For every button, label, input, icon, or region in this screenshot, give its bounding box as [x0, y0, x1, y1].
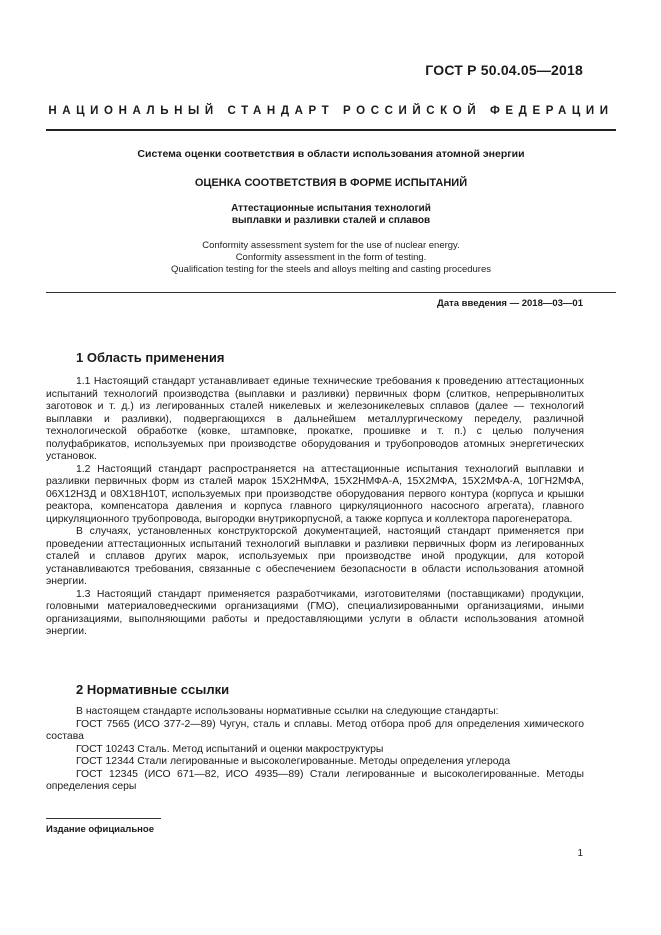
english-title-line: Conformity assessment system for the use of nuclear energy.	[202, 240, 460, 251]
section-1-body	[46, 376, 584, 639]
section-2-heading: 2 Нормативные ссылки	[76, 682, 230, 697]
official-edition-label: Издание официальное	[46, 824, 154, 835]
footer-rule	[46, 818, 161, 819]
reference-item: ГОСТ 7565 (ИСО 377-2—89) Чугун, сталь и сплавы. Метод отбора проб для определения химического состава	[46, 718, 584, 742]
english-title-line: Qualification testing for the steels and alloys melting and casting procedures	[170, 264, 491, 275]
sub-title-line: выплавки и разливки сталей и сплавов	[231, 215, 431, 226]
reference-item: ГОСТ 12344 Стали легированные и высоколегированные. Методы определения углерода	[76, 756, 511, 767]
section-1-heading: 1 Область применения	[76, 350, 225, 365]
english-title	[46, 240, 616, 276]
introduction-date: Дата введения — 2018—03—01	[437, 298, 583, 309]
middle-rule	[46, 292, 616, 293]
reference-item: ГОСТ 10243 Сталь. Метод испытаний и оценки макроструктуры	[76, 743, 384, 755]
page-number: 1	[577, 848, 583, 859]
main-title: ОЦЕНКА СООТВЕТСТВИЯ В ФОРМЕ ИСПЫТАНИЙ	[194, 177, 468, 189]
top-rule	[46, 129, 616, 131]
sub-title-line: Аттестационные испытания технологий	[231, 203, 431, 214]
paragraph: 1.1 Настоящий стандарт устанавливает единые технические требования к проведению аттестационных испытаний технологий производства (выплавки и разливки) первичных форм (слитков, непрерывнолитых заготовок и т. д.) из легированных сталей никелевых и железоникелевых сплавов (далее — технологий выплавки и разливки), подвергающихся в дальнейшем металлургическому переделу, различной технологической обработке (ковке, штамповке, прокатке, прошивке и т. п.) с целью получения полуфабрикатов, используемых при производстве оборудования и трубопроводов атомных энергетических установок.	[46, 376, 584, 462]
system-title: Система оценки соответствия в области использования атомной энергии	[137, 148, 525, 160]
paragraph: В случаях, установленных конструкторской документацией, настоящий стандарт применяется при проведении аттестационных испытаний технологий выплавки и разливки первичных форм из легированных сталей и сплавов других марок, используемых при производстве иной продукции, для которой устанавливаются требования, связанные с обеспечением безопасности в области использования атомной энергии.	[46, 526, 584, 587]
english-title-line: Conformity assessment in the form of testing.	[235, 252, 427, 263]
paragraph: В настоящем стандарте использованы нормативные ссылки на следующие стандарты:	[76, 706, 499, 717]
reference-item: ГОСТ 12345 (ИСО 671—82, ИСО 4935—89) Стали легированные и высоколегированные. Методы определения серы	[46, 768, 584, 792]
paragraph: 1.2 Настоящий стандарт распространяется на аттестационные испытания технологий выплавки и разливки первичных форм из сталей марок 15Х2НМФА, 15Х2НМФА-А, 15Х2МФА, 15Х2МФА-А, 10ГН2МФА, 06Х12Н3Д и 08Х18Н10Т, используемых при производстве оборудования первого контура (корпуса и крышки реактора, компенсатора давления и корпуса главного циркуляционного насосного агрегата), главного циркуляционного трубопровода, выгородки внутрикорпусной, а также корпуса и коллектора парогенератора.	[46, 463, 584, 525]
paragraph: 1.3 Настоящий стандарт применяется разработчиками, изготовителями (поставщиками) продукции, головными материаловедческими организациями (ГМО), специализированными организациями, иными организациями, выполняющими работы и предоставляющими услуги в области использования атомной энергии.	[46, 588, 584, 637]
section-2-body	[46, 706, 584, 794]
sub-title	[46, 203, 616, 227]
national-standard-title: НАЦИОНАЛЬНЫЙ СТАНДАРТ РОССИЙСКОЙ ФЕДЕРАЦИИ	[48, 105, 614, 117]
document-code: ГОСТ Р 50.04.05—2018	[425, 62, 583, 78]
